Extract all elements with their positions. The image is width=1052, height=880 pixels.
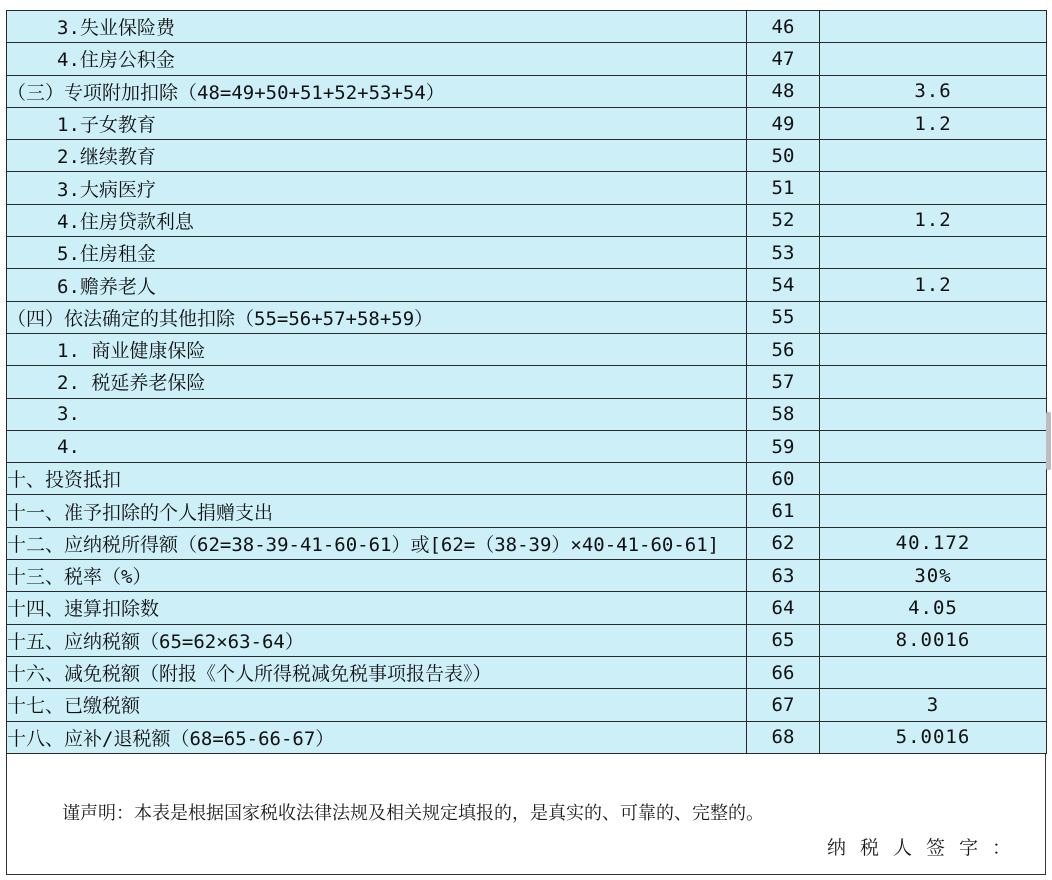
table-row (7, 527, 1047, 559)
row-label: 3.大病医疗 (7, 172, 747, 204)
row-label: 十三、税率（%） (7, 560, 747, 592)
row-value-cell[interactable]: 5.0016 (820, 721, 1047, 753)
row-value-cell[interactable] (820, 366, 1047, 398)
table-row (7, 301, 1047, 333)
row-label: 3.失业保险费 (7, 11, 747, 43)
row-label: 2.继续教育 (7, 140, 747, 172)
row-value-cell[interactable] (820, 140, 1047, 172)
row-value-cell[interactable] (820, 11, 1047, 43)
row-label: 十七、已缴税额 (7, 689, 747, 721)
row-code: 61 (747, 495, 820, 527)
row-value-cell[interactable]: 1.2 (820, 269, 1047, 301)
row-value-cell[interactable] (820, 430, 1047, 462)
row-code: 68 (747, 721, 820, 753)
table-row (7, 11, 1047, 43)
table-row (7, 463, 1047, 495)
table-row (7, 689, 1047, 721)
table-row (7, 656, 1047, 688)
row-code: 66 (747, 656, 820, 688)
table-row (7, 495, 1047, 527)
taxpayer-signature-label: 纳税人签字： (826, 837, 1025, 859)
row-label: 1. 商业健康保险 (7, 333, 747, 365)
row-code: 63 (747, 560, 820, 592)
table-row (7, 107, 1047, 139)
table-row (7, 204, 1047, 236)
row-label: 十四、速算扣除数 (7, 592, 747, 624)
table-row (7, 721, 1047, 753)
row-value-cell[interactable] (820, 43, 1047, 75)
row-label: 1.子女教育 (7, 107, 747, 139)
row-code: 65 (747, 624, 820, 656)
row-code: 50 (747, 140, 820, 172)
table-row (7, 398, 1047, 430)
row-label: 十、投资抵扣 (7, 463, 747, 495)
tax-table-body (7, 11, 1047, 754)
row-code: 52 (747, 204, 820, 236)
row-label: 十八、应补/退税额（68=65-66-67） (7, 721, 747, 753)
table-row (7, 172, 1047, 204)
table-row (7, 43, 1047, 75)
table-row (7, 592, 1047, 624)
row-value-cell[interactable]: 1.2 (820, 107, 1047, 139)
row-label: 2. 税延养老保险 (7, 366, 747, 398)
row-value-cell[interactable]: 3 (820, 689, 1047, 721)
row-code: 67 (747, 689, 820, 721)
row-value-cell[interactable]: 8.0016 (820, 624, 1047, 656)
table-row (7, 333, 1047, 365)
row-value-cell[interactable]: 30% (820, 560, 1047, 592)
row-value-cell[interactable] (820, 333, 1047, 365)
table-row (7, 237, 1047, 269)
row-code: 64 (747, 592, 820, 624)
row-label: 十六、减免税额（附报《个人所得税减免税事项报告表》） (7, 656, 747, 688)
row-value-cell[interactable]: 40.172 (820, 527, 1047, 559)
row-label: 4.住房公积金 (7, 43, 747, 75)
row-value-cell[interactable] (820, 172, 1047, 204)
table-row (7, 75, 1047, 107)
row-label: （四）依法确定的其他扣除（55=56+57+58+59） (7, 301, 747, 333)
row-code: 62 (747, 527, 820, 559)
row-code: 60 (747, 463, 820, 495)
row-label: 十五、应纳税额（65=62×63-64） (7, 624, 747, 656)
tax-form-sheet (6, 10, 1046, 875)
row-code: 53 (747, 237, 820, 269)
row-code: 49 (747, 107, 820, 139)
table-row (7, 430, 1047, 462)
row-code: 57 (747, 366, 820, 398)
declaration-text: 谨声明：本表是根据国家税收法律法规及相关规定填报的，是真实的、可靠的、完整的。 (62, 803, 764, 824)
row-value-cell[interactable]: 1.2 (820, 204, 1047, 236)
row-label: 3. (7, 398, 747, 430)
table-row (7, 560, 1047, 592)
row-value-cell[interactable]: 4.05 (820, 592, 1047, 624)
row-code: 55 (747, 301, 820, 333)
row-code: 58 (747, 398, 820, 430)
row-code: 46 (747, 11, 820, 43)
row-value-cell[interactable]: 3.6 (820, 75, 1047, 107)
row-value-cell[interactable] (820, 656, 1047, 688)
table-row (7, 624, 1047, 656)
row-label: 6.赡养老人 (7, 269, 747, 301)
tax-deduction-table (6, 10, 1047, 754)
scrollbar-handle[interactable] (1046, 412, 1051, 470)
row-value-cell[interactable] (820, 398, 1047, 430)
row-code: 47 (747, 43, 820, 75)
row-value-cell[interactable] (820, 463, 1047, 495)
row-code: 54 (747, 269, 820, 301)
row-label: 十一、准予扣除的个人捐赠支出 (7, 495, 747, 527)
row-value-cell[interactable] (820, 237, 1047, 269)
row-label: （三）专项附加扣除（48=49+50+51+52+53+54） (7, 75, 747, 107)
table-row (7, 140, 1047, 172)
row-value-cell[interactable] (820, 301, 1047, 333)
row-code: 56 (747, 333, 820, 365)
row-label: 4.住房贷款利息 (7, 204, 747, 236)
row-value-cell[interactable] (820, 495, 1047, 527)
row-label: 5.住房租金 (7, 237, 747, 269)
row-code: 51 (747, 172, 820, 204)
row-label: 十二、应纳税所得额（62=38-39-41-60-61）或[62=（38-39）×40-41-60-61] (7, 527, 747, 559)
row-code: 59 (747, 430, 820, 462)
row-code: 48 (747, 75, 820, 107)
table-row (7, 269, 1047, 301)
row-label: 4. (7, 430, 747, 462)
table-row (7, 366, 1047, 398)
